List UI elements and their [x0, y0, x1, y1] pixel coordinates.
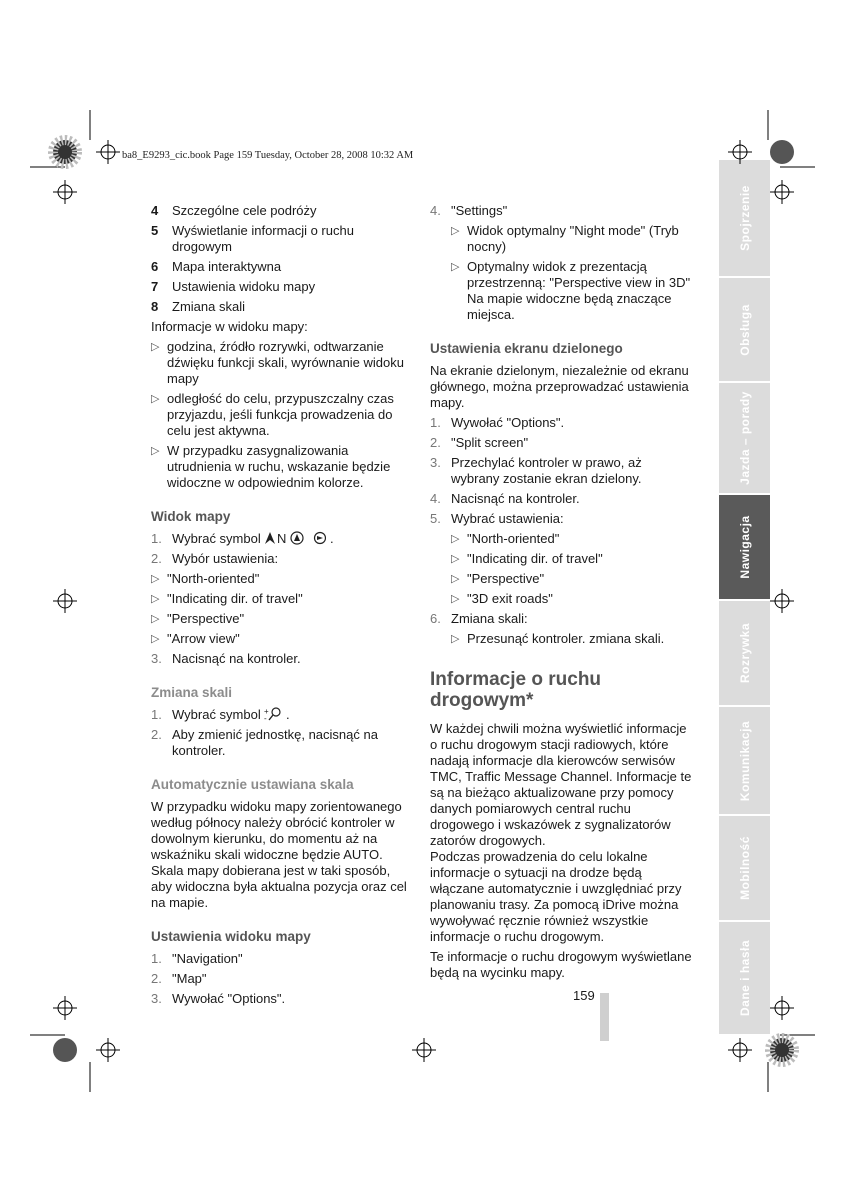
bullet-triangle-icon: ▷	[451, 593, 460, 605]
tab-obsluga[interactable]: Obsługa	[719, 278, 770, 381]
bullet-item: ▷ "North-oriented"	[451, 531, 560, 546]
list-item: 2. Aby zmienić jednostkę, nacisnąć na kontroler.	[151, 727, 378, 758]
list-item: 1. "Navigation"	[151, 951, 243, 966]
list-item: 5. Wybrać ustawienia:	[430, 511, 564, 526]
paragraph: W przypadku widoku mapy zorientowanego według północy należy obrócić kontroler w dowolnym kierunku, do momentu aż na wskaźniku skali widoczne będzie AUTO. Skala mapy dobierana jest w taki sposób, aby widoczna była aktualna pozycja oraz cel na mapie.	[151, 799, 407, 910]
bullet-item: ▷ Przesunąć kontroler. zmiana skali.	[451, 631, 665, 646]
bullet-triangle-icon: ▷	[451, 261, 460, 273]
chapter-tabs	[719, 160, 770, 1036]
svg-text:N: N	[277, 531, 287, 545]
bullet-triangle-icon: ▷	[451, 633, 460, 645]
paragraph: W każdej chwili można wyświetlić informacje o ruchu drogowym stacji radiowych, które nadają informacje dla kierowców serwisów TMC, Traffic Message Channel. Informacje te są na bieżąco aktualizowane przy pomocy danych pomiarowych central ruchu drogowego i wskazówek z sygnalizatorów zatorów drogowych.	[430, 721, 692, 848]
bullet-item: ▷ "Indicating dir. of travel"	[451, 551, 603, 566]
tab-jazda-porady[interactable]: Jazda – porady	[719, 383, 770, 493]
tab-komunikacja[interactable]: Komunikacja	[719, 707, 770, 814]
section-heading: Zmiana skali	[151, 685, 233, 700]
tab-dane-i-hasla[interactable]: Dane i hasła	[719, 922, 770, 1034]
list-item: 4. "Settings"	[430, 203, 508, 218]
bullet-triangle-icon: ▷	[151, 341, 160, 353]
tab-spojrzenie[interactable]: Spojrzenie	[719, 160, 770, 276]
chapter-heading: Informacje o ruchu drogowym*	[430, 669, 602, 711]
bullet-triangle-icon: ▷	[151, 633, 160, 645]
section-heading: Ustawienia widoku mapy	[151, 929, 311, 944]
list-item: 1. Wywołać "Options".	[430, 415, 565, 430]
bullet-triangle-icon: ▷	[151, 613, 160, 625]
bullet-item: ▷ "3D exit roads"	[451, 591, 553, 606]
list-item: 4. Nacisnąć na kontroler.	[430, 491, 580, 506]
bullet-item: ▷ "Perspective"	[151, 611, 245, 626]
bullet-triangle-icon: ▷	[451, 553, 460, 565]
bullet-triangle-icon: ▷	[451, 225, 460, 237]
print-header: ba8_E9293_cic.book Page 159 Tuesday, October 28, 2008 10:32 AM	[122, 150, 414, 161]
bullet-triangle-icon: ▷	[151, 593, 160, 605]
list-item: 3. Wywołać "Options".	[151, 991, 286, 1006]
list-item: 1. Wybrać symbol + - .	[151, 707, 290, 722]
tab-mobilnosc[interactable]: Mobilność	[719, 816, 770, 920]
tab-nawigacja[interactable]: Nawigacja	[719, 495, 770, 599]
bullet-triangle-icon: ▷	[151, 445, 160, 457]
bullet-item: ▷ Widok optymalny "Night mode" (Tryb nocny)	[451, 223, 679, 254]
bullet-triangle-icon: ▷	[451, 533, 460, 545]
north-arrow-icon	[264, 531, 326, 545]
bullet-triangle-icon: ▷	[451, 573, 460, 585]
tab-rozrywka[interactable]: Rozrywka	[719, 601, 770, 705]
list-item: 2. "Split screen"	[430, 435, 529, 450]
bullet-item: ▷ odległość do celu, przypuszczalny czas przyjazdu, jeśli funkcja prowadzenia do celu jest aktywna.	[151, 391, 394, 438]
page-number: 159	[573, 988, 595, 1003]
bullet-item: ▷ "Perspective"	[451, 571, 545, 586]
list-item: 6 Mapa interaktywna	[151, 259, 282, 274]
right-column	[430, 203, 692, 985]
bullet-item: ▷ "Arrow view"	[151, 631, 240, 646]
svg-text:-: -	[264, 714, 268, 721]
section-heading: Widok mapy	[151, 509, 231, 524]
left-column	[151, 203, 413, 1011]
list-item: 1. Wybrać symbol N .	[151, 531, 334, 546]
section-heading: Ustawienia ekranu dzielonego	[430, 341, 623, 356]
paragraph: Te informacje o ruchu drogowym wyświetlane będą na wycinku mapy.	[430, 949, 692, 980]
list-item: 3. Przechylać kontroler w prawo, aż wybrany zostanie ekran dzielony.	[430, 455, 642, 486]
paragraph: Informacje w widoku mapy:	[151, 319, 308, 334]
list-item: 2. "Map"	[151, 971, 207, 986]
bullet-item: ▷ godzina, źródło rozrywki, odtwarzanie dźwięku funkcji skali, wyrównanie widoku mapy	[151, 339, 404, 386]
list-item: 3. Nacisnąć na kontroler.	[151, 651, 301, 666]
page-number-bar	[600, 993, 609, 1041]
list-item: 2. Wybór ustawienia:	[151, 551, 279, 566]
list-item: 6. Zmiana skali:	[430, 611, 528, 626]
list-item: 8 Zmiana skali	[151, 299, 245, 314]
bullet-item: ▷ Optymalny widok z prezentacją przestrzenną: "Perspective view in 3D" Na mapie widoczne będą znaczące miejsca.	[451, 259, 691, 322]
paragraph: Na ekranie dzielonym, niezależnie od ekranu głównego, można przeprowadzać ustawienia mapy.	[430, 363, 689, 410]
bullet-item: ▷ "Indicating dir. of travel"	[151, 591, 303, 606]
paragraph: Podczas prowadzenia do celu lokalne informacje o sytuacji na drodze będą włączane automatycznie i uwzględniać przy planowaniu trasy. Za pomocą iDrive można wywoływać ręcznie również wszystkie informacje o ruchu drogowym.	[430, 849, 682, 944]
zoom-scale-icon	[264, 707, 282, 721]
svg-text:+: +	[264, 707, 270, 716]
bullet-triangle-icon: ▷	[151, 393, 160, 405]
list-item: 5 Wyświetlanie informacji o ruchu drogowym	[151, 223, 354, 254]
bullet-item: ▷ W przypadku zasygnalizowania utrudnienia w ruchu, wskazanie będzie widoczne w odpowiednim kolorze.	[151, 443, 391, 490]
section-heading: Automatycznie ustawiana skala	[151, 777, 354, 792]
bullet-item: ▷ "North-oriented"	[151, 571, 260, 586]
list-item: 7 Ustawienia widoku mapy	[151, 279, 316, 294]
bullet-triangle-icon: ▷	[151, 573, 160, 585]
list-item: 4 Szczególne cele podróży	[151, 203, 317, 218]
